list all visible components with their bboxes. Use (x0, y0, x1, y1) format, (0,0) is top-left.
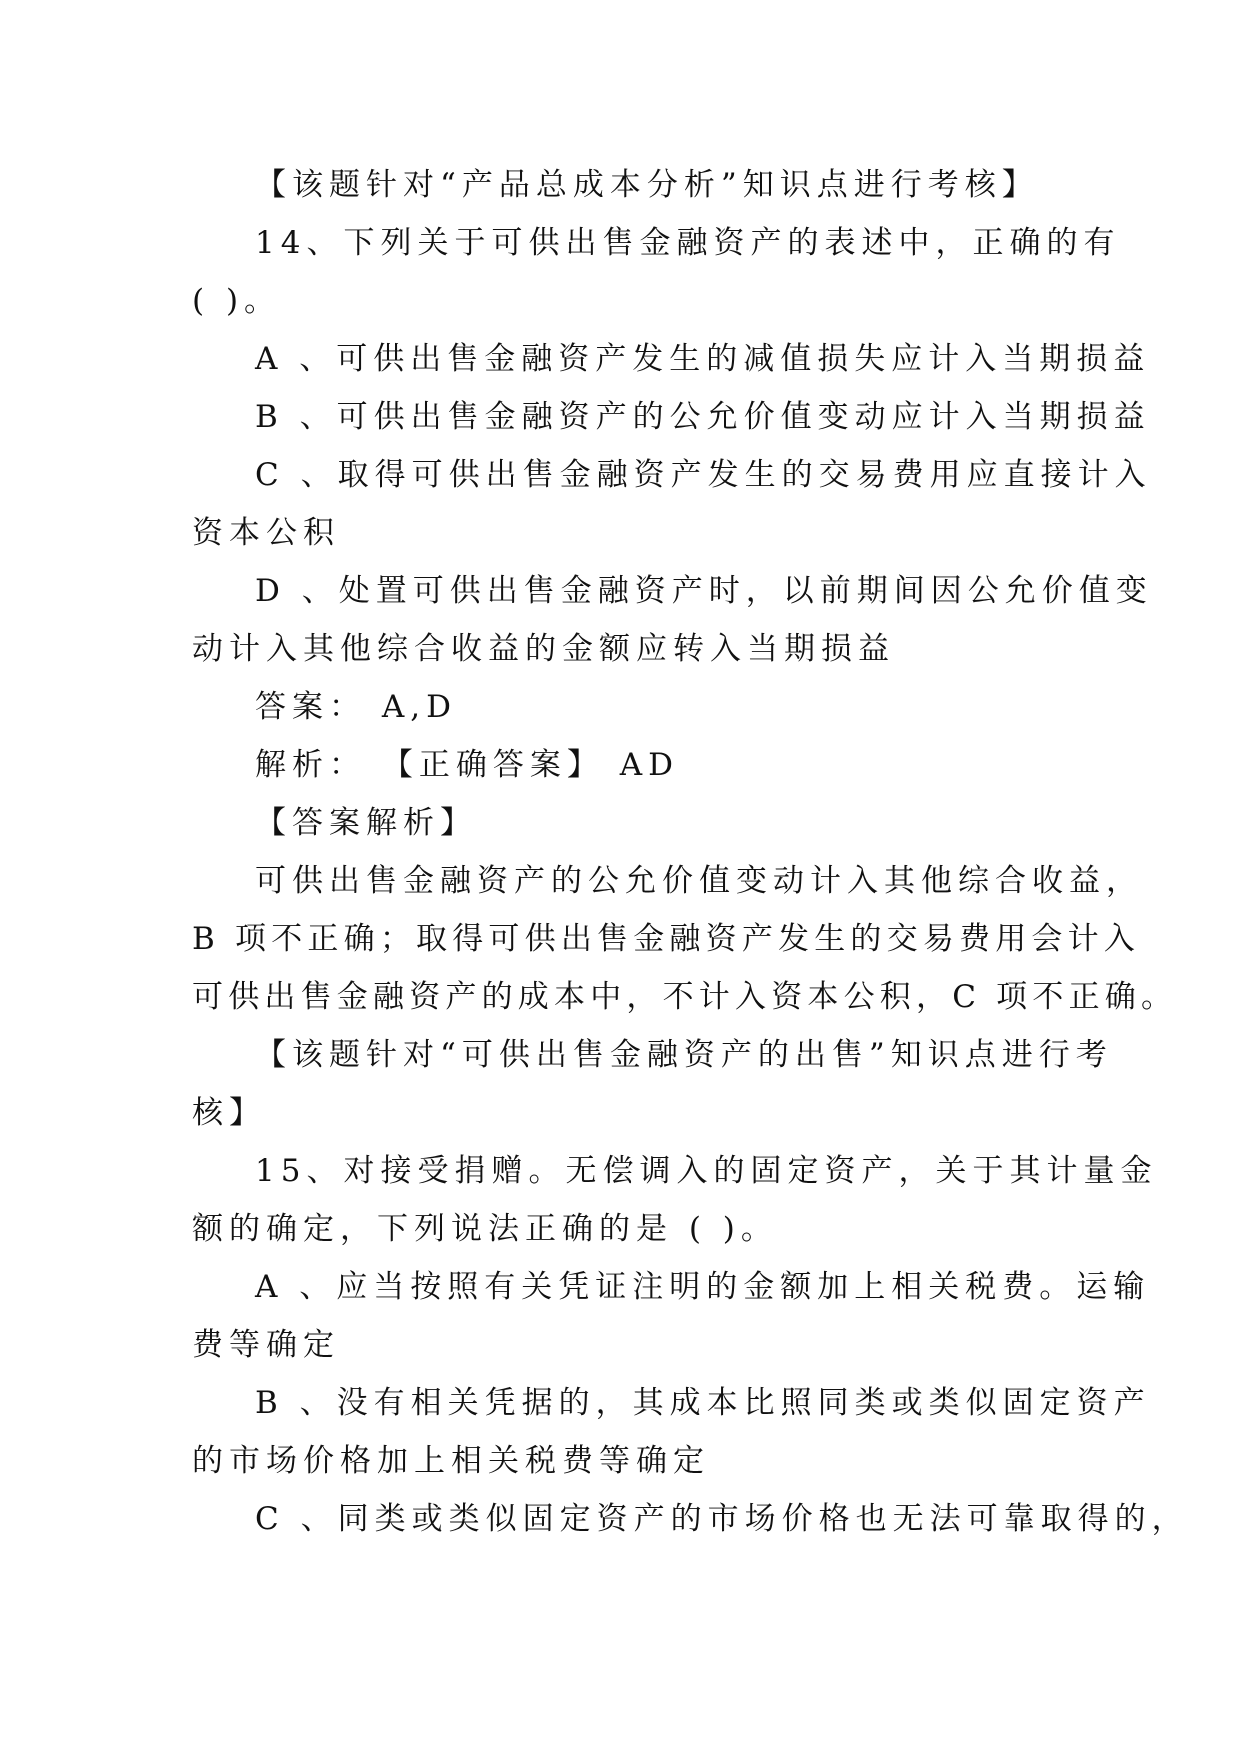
option-b: B 、没有相关凭据的，其成本比照同类或类似固定资产 (255, 1385, 1151, 1421)
question-15-stem: 15、对接受捐赠。无偿调入的固定资产，关于其计量金 (255, 1153, 1158, 1189)
text-line: 可供出售金融资产的成本中，不计入资本公积，C 项不正确。 (192, 979, 1178, 1015)
text-line: 的市场价格加上相关税费等确定 (192, 1443, 710, 1479)
option-b: B 、可供出售金融资产的公允价值变动应计入当期损益 (255, 399, 1151, 435)
answer-line: 答案： A,D (255, 689, 457, 725)
text-line: 可供出售金融资产的公允价值变动计入其他综合收益， (255, 863, 1143, 899)
answer-analysis-heading: 【答案解析】 (255, 805, 477, 841)
option-a: A 、应当按照有关凭证注明的金额加上相关税费。运输 (255, 1269, 1151, 1305)
text-line: 核】 (192, 1095, 266, 1131)
question-14-stem: 14、下列关于可供出售金融资产的表述中，正确的有 (255, 225, 1121, 261)
text-line: 资本公积 (192, 515, 340, 551)
text-line: 动计入其他综合收益的金额应转入当期损益 (192, 631, 895, 667)
text-line: 【该题针对“产品总成本分析”知识点进行考核】 (255, 167, 1039, 203)
text-line: 费等确定 (192, 1327, 340, 1363)
option-c: C 、取得可供出售金融资产发生的交易费用应直接计入 (255, 457, 1152, 493)
option-d: D 、处置可供出售金融资产时，以前期间因公允价值变 (255, 573, 1153, 609)
text-line: 【该题针对“可供出售金融资产的出售”知识点进行考 (255, 1037, 1113, 1073)
text-line: ( )。 (192, 283, 282, 319)
option-a: A 、可供出售金融资产发生的减值损失应计入当期损益 (255, 341, 1151, 377)
option-c: C 、同类或类似固定资产的市场价格也无法可靠取得的， (255, 1501, 1189, 1537)
text-line: 额的确定，下列说法正确的是 ( )。 (192, 1211, 778, 1247)
text-line: B 项不正确；取得可供出售金融资产发生的交易费用会计入 (192, 921, 1141, 957)
analysis-line: 解析： 【正确答案】 AD (255, 747, 679, 783)
